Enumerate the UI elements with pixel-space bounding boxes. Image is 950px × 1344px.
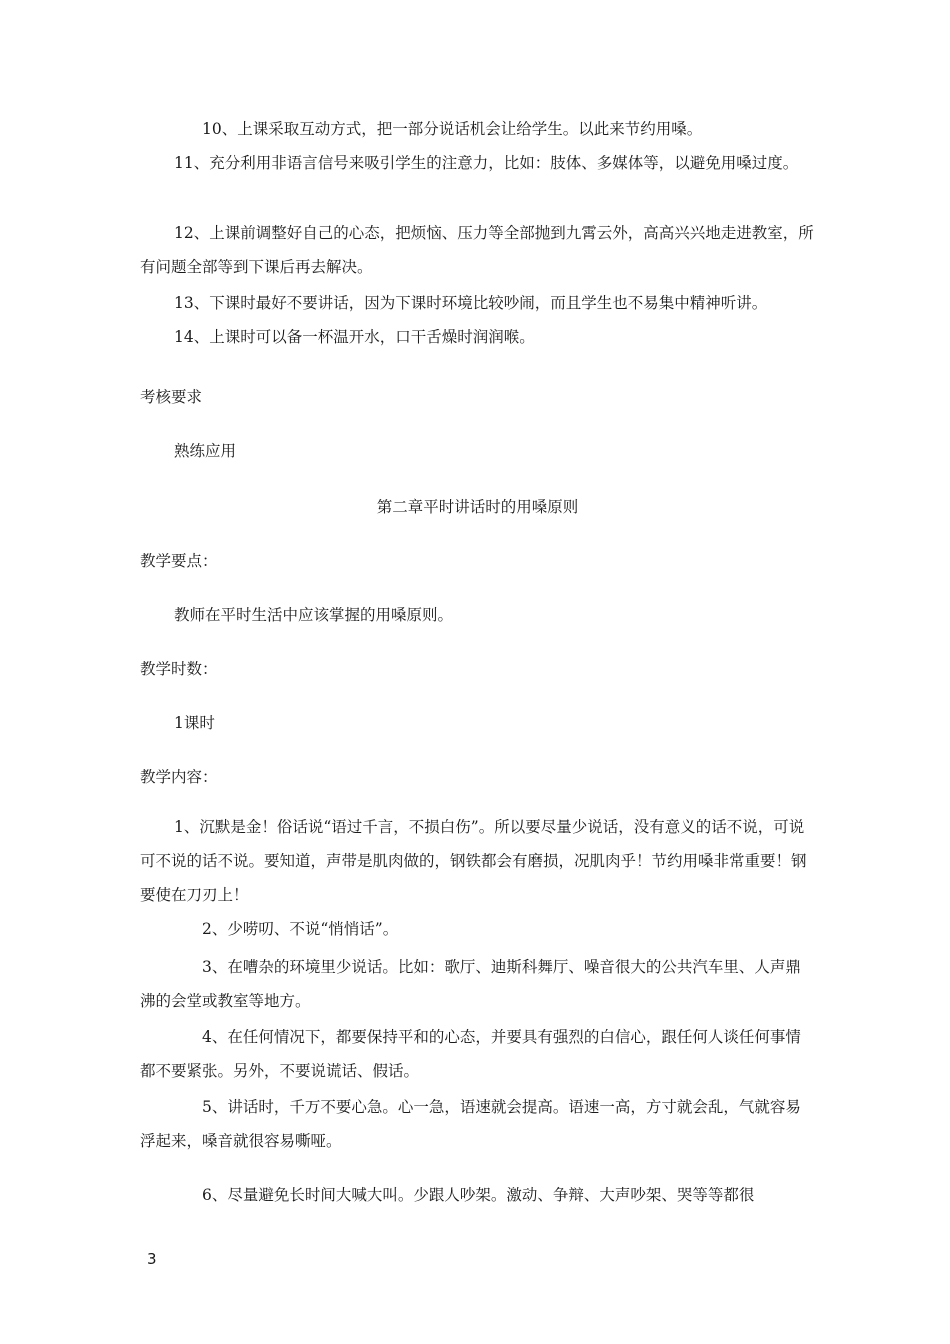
key-points-text: 教师在平时生活中应该掌握的用嗓原则。 [174, 606, 454, 624]
list-item: 4、在任何情况下，都要保持平和的心态，并要具有强烈的白信心，跟任何人谈任何事情都不要紧张。另外，不要说谎话、假话。 [140, 1028, 801, 1080]
section-heading-assessment: 考核要求 [140, 388, 203, 406]
list-item: 11、充分利用非语言信号来吸引学生的注意力，比如：肢体、多媒体等，以避免用嗓过度。 [174, 154, 799, 172]
list-item: 1、沉默是金！俗话说“语过千言，不损白伤”。所以要尽量少说话，没有意义的话不说，可说可不说的话不说。要知道，声带是肌肉做的，钢铁都会有磨损，况肌肉乎！节约用嗓非常重要！钢要使在刀刃上！ [140, 818, 807, 904]
list-item: 10、上课采取互动方式，把一部分说话机会让给学生。以此来节约用嗓。 [202, 120, 703, 138]
page-number: 3 [147, 1250, 157, 1268]
list-item: 6、尽量避免长时间大喊大叫。少跟人吵架。激动、争辩、大声吵架、哭等等都很 [202, 1186, 755, 1204]
section-heading-key-points: 教学要点： [140, 552, 218, 570]
list-item: 13、下课时最好不要讲话，因为下课时环境比较吵闹，而且学生也不易集中精神听讲。 [174, 294, 768, 312]
list-item: 12、上课前调整好自己的心态，把烦恼、压力等全部抛到九霄云外，高高兴兴地走进教室，所有问题全部等到下课后再去解决。 [140, 224, 814, 276]
list-item: 2、少唠叨、不说“悄悄话”。 [202, 920, 399, 938]
list-item: 5、讲话时，千万不要心急。心一急，语速就会提高。语速一高，方寸就会乱，气就容易浮起来，嗓音就很容易嘶哑。 [140, 1098, 801, 1150]
assessment-text: 熟练应用 [174, 442, 237, 460]
list-item: 3、在嘈杂的环境里少说话。比如：歌厅、迪斯科舞厅、噪音很大的公共汽车里、人声鼎沸的会堂或教室等地方。 [140, 958, 801, 1010]
hours-text: 1课时 [174, 714, 215, 732]
chapter-title: 第二章平时讲话时的用嗓原则 [376, 498, 579, 516]
section-heading-hours: 教学时数： [140, 660, 218, 678]
list-item: 14、上课时可以备一杯温开水，口干舌燥时润润喉。 [174, 328, 535, 346]
section-heading-content: 教学内容： [140, 768, 218, 786]
